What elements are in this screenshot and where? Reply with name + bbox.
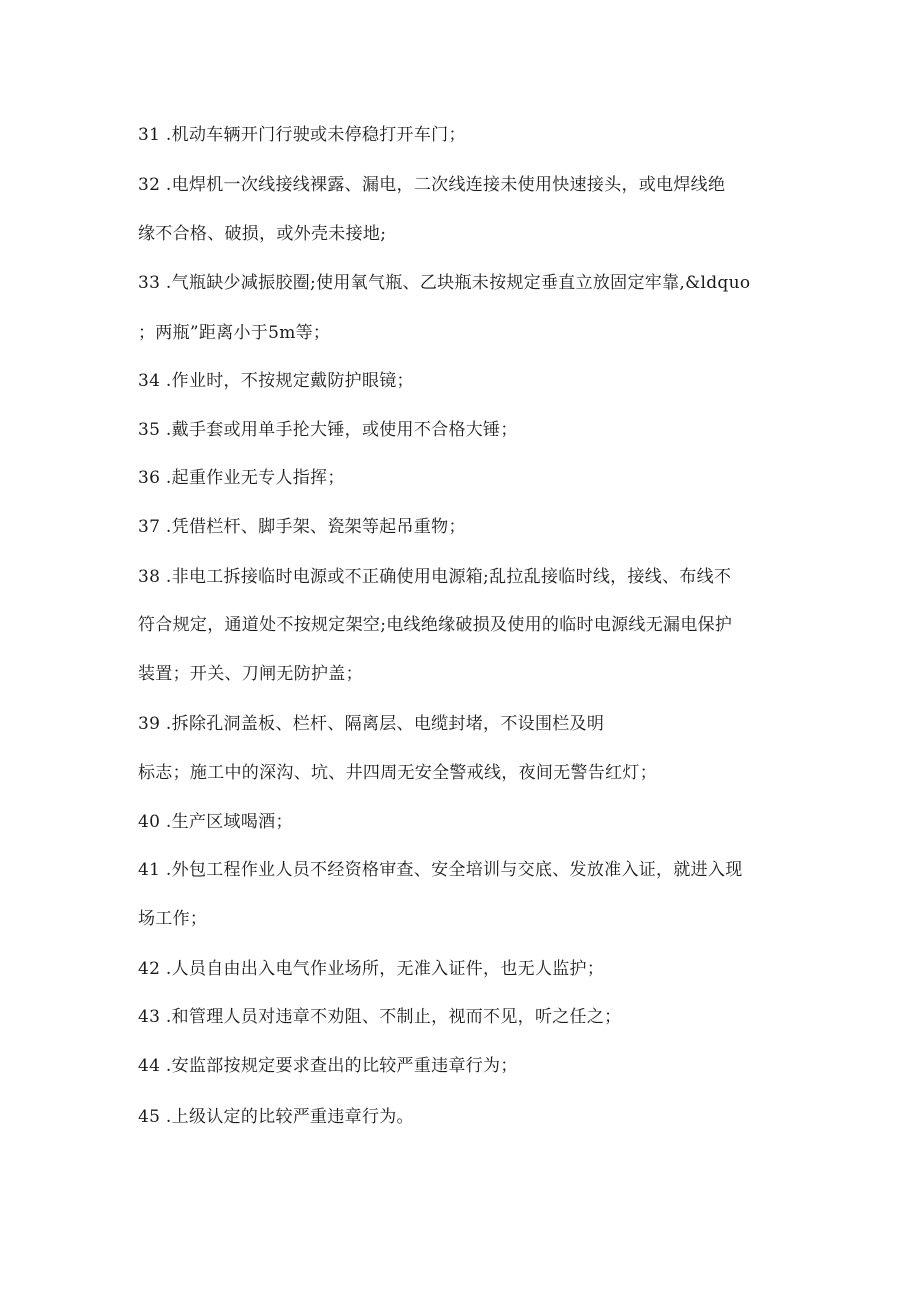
- item-43: 43 .和管理人员对违章不劝阻、不制止，视而不见，听之任之；: [138, 1007, 622, 1027]
- item-38-line-2: 符合规定，通道处不按规定架空;电线绝缘破损及使用的临时电源线无漏电保护: [138, 615, 733, 635]
- item-37: 37 .凭借栏杆、脚手架、瓷架等起吊重物；: [138, 517, 466, 537]
- item-33-line-2: ；两瓶”距离小于5m等；: [138, 323, 331, 343]
- item-39-line-1: 39 .拆除孔洞盖板、栏杆、隔离层、电缆封堵，不设围栏及明: [138, 714, 605, 734]
- item-38-line-3: 装置；开关、刀闸无防护盖；: [138, 664, 363, 684]
- item-45: 45 .上级认定的比较严重违章行为。: [138, 1107, 414, 1127]
- item-40: 40 .生产区域喝酒；: [138, 812, 293, 832]
- item-35: 35 .戴手套或用单手抡大锤，或使用不合格大锤；: [138, 420, 518, 440]
- item-41-line-1: 41 .外包工程作业人员不经资格审查、安全培训与交底、发放准入证，就进入现: [138, 860, 743, 880]
- item-34: 34 .作业时，不按规定戴防护眼镜；: [138, 371, 414, 391]
- item-38-line-1: 38 .非电工拆接临时电源或不正确使用电源箱;乱拉乱接临时线，接线、布线不: [138, 567, 732, 587]
- item-42: 42 .人员自由出入电气作业场所，无准入证件，也无人监护；: [138, 959, 605, 979]
- item-44: 44 .安监部按规定要求查出的比较严重违章行为；: [138, 1056, 518, 1076]
- item-41-line-2: 场工作；: [138, 909, 208, 929]
- item-31: 31 .机动车辆开门行驶或未停稳打开车门；: [138, 125, 466, 145]
- item-32-line-2: 缘不合格、破损，或外壳未接地;: [138, 224, 387, 244]
- item-36: 36 .起重作业无专人指挥；: [138, 468, 345, 488]
- item-39-line-2: 标志；施工中的深沟、坑、井四周无安全警戒线，夜间无警告红灯；: [138, 763, 657, 783]
- item-33-line-1: 33 .气瓶缺少减振胶圈;使用氧气瓶、乙块瓶未按规定垂直立放固定牢靠,&ldquo: [138, 273, 751, 293]
- item-32-line-1: 32 .电焊机一次线接线裸露、漏电，二次线连接未使用快速接头，或电焊线绝: [138, 175, 726, 195]
